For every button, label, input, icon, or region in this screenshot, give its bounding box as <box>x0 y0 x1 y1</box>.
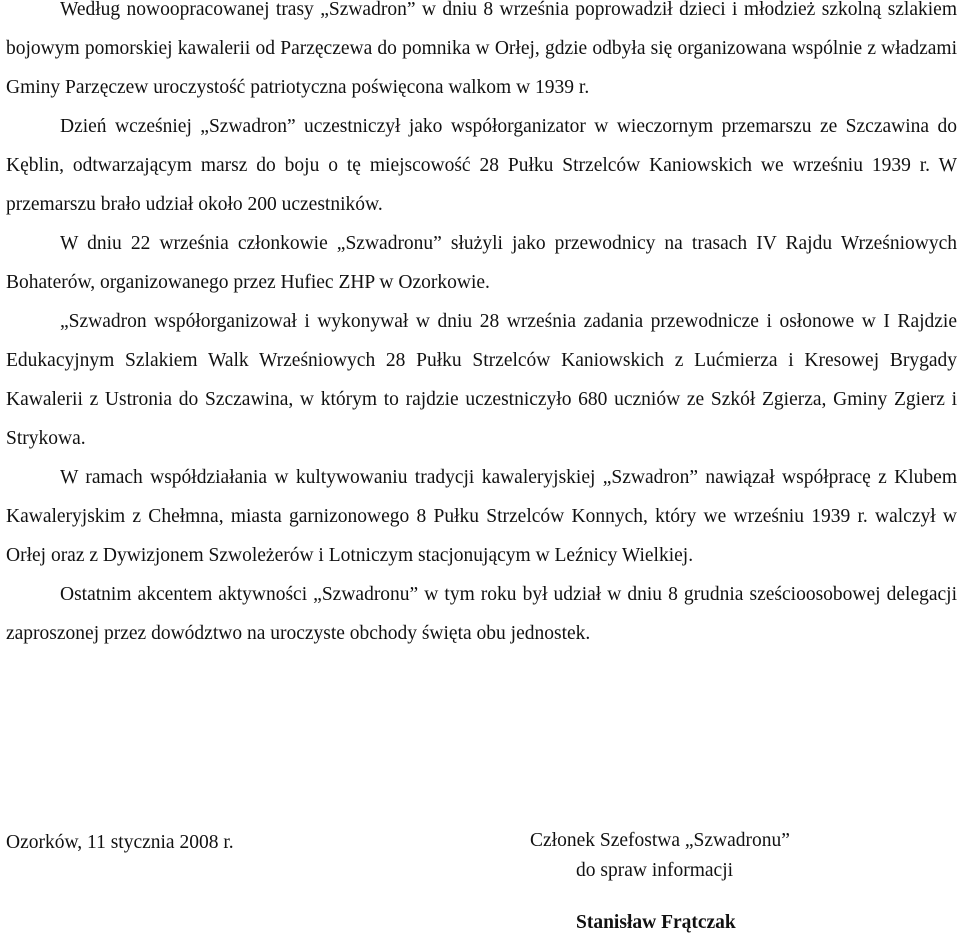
paragraph-6: Ostatnim akcentem aktywności „Szwadronu” w tym roku był udział w dniu 8 grudnia sześcioosobowej delegacji zaproszonej przez dowództwo na uroczyste obchody święta obu jednostek. <box>6 584 957 644</box>
paragraph-3: W dniu 22 września członkowie „Szwadronu” służyli jako przewodnicy na trasach IV Rajdu Wrześniowych Bohaterów, organizowanego przez Hufiec ZHP w Ozorkowie. <box>6 233 957 293</box>
signature-title: Członek Szefostwa „Szwadronu” <box>530 830 790 851</box>
place-and-date: Ozorków, 11 stycznia 2008 r. <box>6 832 234 853</box>
signature-subtitle: do spraw informacji <box>576 860 734 881</box>
signature-block <box>530 826 860 933</box>
paragraph-4: „Szwadron współorganizował i wykonywał w dniu 28 września zadania przewodnicze i osłonowe w I Rajdzie Edukacyjnym Szlakiem Walk Wrześniowych 28 Pułku Strzelców Kaniowskich z Lućmierza i Kresowej Brygady Kawalerii z Ustronia do Szczawina, w którym to rajdzie uczestniczyło 680 uczniów ze Szkół Zgierza, Gminy Zgierz i Strykowa. <box>6 311 957 449</box>
document-body <box>6 0 957 653</box>
signature-name: Stanisław Frątczak <box>576 912 736 933</box>
paragraph-2: Dzień wcześniej „Szwadron” uczestniczył jako współorganizator w wieczornym przemarszu ze Szczawina do Kęblin, odtwarzającym marsz do boju o tę miejscowość 28 Pułku Strzelców Kaniowskich we wrześniu 1939 r. W przemarszu brało udział około 200 uczestników. <box>6 116 957 215</box>
paragraph-5: W ramach współdziałania w kultywowaniu tradycji kawaleryjskiej „Szwadron” nawiązał współpracę z Klubem Kawaleryjskim z Chełmna, miasta garnizonowego 8 Pułku Strzelców Konnych, który we wrześniu 1939 r. walczył w Orłej oraz z Dywizjonem Szwoleżerów i Lotniczym stacjonującym w Leźnicy Wielkiej. <box>6 467 957 566</box>
document-footer <box>6 826 957 938</box>
paragraph-1: Według nowoopracowanej trasy „Szwadron” w dniu 8 września poprowadził dzieci i młodzież szkolną szlakiem bojowym pomorskiej kawalerii od Parzęczewa do pomnika w Orłej, gdzie odbyła się organizowana wspólnie z władzami Gminy Parzęczew uroczystość patriotyczna poświęcona walkom w 1939 r. <box>6 0 957 98</box>
